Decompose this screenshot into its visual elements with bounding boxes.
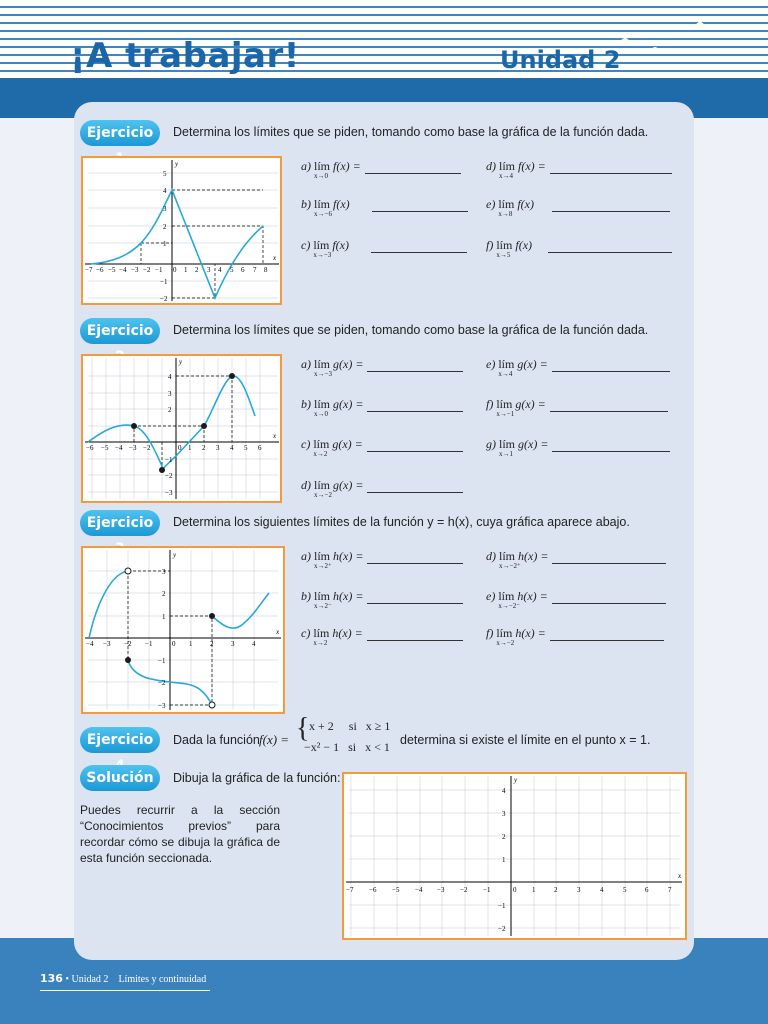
graph-2-svg [83, 356, 280, 501]
ex2-question-f: f) lím x→−1 g(x) = [486, 397, 668, 412]
svg-text:x: x [273, 432, 277, 440]
svg-text:−1: −1 [483, 886, 491, 894]
exercise-1-graph [81, 156, 282, 305]
svg-text:1: 1 [502, 856, 506, 864]
svg-text:0: 0 [178, 444, 182, 452]
ex2-question-c: c) lím x→2 g(x) = [301, 437, 463, 452]
ex2-question-d: d) lím x→−2 g(x) = [301, 478, 463, 493]
ex2-question-g: g) lím x→1 g(x) = [486, 437, 670, 452]
svg-text:3: 3 [231, 640, 235, 648]
svg-text:3: 3 [163, 205, 167, 213]
svg-text:7: 7 [253, 266, 257, 274]
svg-text:−3: −3 [158, 702, 166, 710]
ex3-question-c: c) lím x→2 h(x) = [301, 626, 463, 641]
svg-text:x: x [276, 628, 280, 636]
svg-text:3: 3 [168, 390, 172, 398]
svg-text:−3: −3 [131, 266, 139, 274]
exercise-3-graph [81, 546, 285, 714]
svg-text:3: 3 [216, 444, 220, 452]
page-title: ¡A trabajar! [70, 36, 300, 76]
ex2-question-a: a) lím x→−3 g(x) = [301, 357, 463, 372]
answer-blank[interactable] [367, 628, 463, 641]
svg-text:1: 1 [532, 886, 536, 894]
svg-text:−2: −2 [460, 886, 468, 894]
svg-text:−2: −2 [165, 472, 173, 480]
decor-dots [600, 10, 768, 70]
answer-blank[interactable] [365, 161, 461, 174]
exercise-3-instruction: Determina los siguientes límites de la función y = h(x), cuya gráfica aparece abajo. [173, 515, 630, 529]
svg-text:3: 3 [162, 568, 166, 576]
svg-text:2: 2 [195, 266, 199, 274]
svg-text:1: 1 [188, 444, 192, 452]
svg-text:6: 6 [241, 266, 245, 274]
exercise-2-badge: Ejercicio [80, 318, 160, 344]
svg-text:−6: −6 [96, 266, 104, 274]
answer-blank[interactable] [552, 359, 670, 372]
piecewise-case-1: x + 2 si x ≥ 1 [309, 719, 391, 733]
svg-text:2: 2 [163, 223, 167, 231]
svg-text:−5: −5 [108, 266, 116, 274]
answer-blank[interactable] [550, 399, 668, 412]
svg-text:−1: −1 [165, 456, 173, 464]
page-number: 136 [40, 972, 63, 985]
exercise-4-instruction-a: Dada la función [173, 733, 260, 747]
svg-text:3: 3 [207, 266, 211, 274]
svg-text:2: 2 [168, 406, 172, 414]
svg-text:y: y [514, 776, 518, 784]
graph-3-svg [83, 548, 283, 712]
svg-text:0: 0 [513, 886, 517, 894]
svg-text:0: 0 [172, 640, 176, 648]
svg-text:2: 2 [162, 590, 166, 598]
svg-text:−3: −3 [165, 489, 173, 497]
answer-blank[interactable] [367, 480, 463, 493]
svg-text:−3: −3 [103, 640, 111, 648]
svg-text:−1: −1 [158, 657, 166, 665]
svg-text:−4: −4 [86, 640, 94, 648]
svg-text:3: 3 [577, 886, 581, 894]
footer: 136 • Unidad 2 Límites y continuidad [40, 972, 207, 985]
svg-text:5: 5 [623, 886, 627, 894]
solution-note: Puedes recurrir a la sección “Conocimientos previos” para recordar cómo se dibuja la gráfica de esta función seccionada. [80, 803, 280, 865]
svg-text:−3: −3 [437, 886, 445, 894]
svg-text:1: 1 [163, 240, 167, 248]
ex1-question-e: e) lím x→8 f(x) [486, 197, 670, 212]
answer-blank[interactable] [371, 240, 467, 253]
exercise-2-instruction: Determina los límites que se piden, tomando como base la gráfica de la función dada. [173, 323, 649, 337]
svg-text:−4: −4 [119, 266, 127, 274]
exercise-4-instruction-b: determina si existe el límite en el punto x = 1. [400, 733, 651, 747]
svg-text:4: 4 [600, 886, 604, 894]
svg-text:−2: −2 [143, 444, 151, 452]
exercise-4-function-name: f(x) = [259, 732, 290, 747]
svg-text:−3: −3 [129, 444, 137, 452]
ex1-question-b: b) lím x→−6 f(x) [301, 197, 468, 212]
svg-text:4: 4 [168, 373, 172, 381]
footer-topic: Límites y continuidad [118, 974, 207, 985]
svg-text:−2: −2 [158, 679, 166, 687]
ex3-question-e: e) lím x→−2⁻ h(x) = [486, 589, 666, 604]
piecewise-case-2: −x² − 1 si x < 1 [304, 740, 390, 754]
svg-text:−2: −2 [124, 640, 132, 648]
svg-text:y: y [175, 160, 179, 168]
answer-blank[interactable] [367, 551, 463, 564]
svg-text:1: 1 [184, 266, 188, 274]
ex1-question-c: c) lím x→−3 f(x) [301, 238, 467, 253]
svg-text:4: 4 [252, 640, 256, 648]
svg-text:−4: −4 [415, 886, 423, 894]
blank-graph-svg [344, 774, 685, 938]
svg-text:8: 8 [264, 266, 268, 274]
svg-text:x: x [273, 254, 277, 262]
answer-blank[interactable] [552, 199, 670, 212]
ex3-question-f: f) lím x→−2 h(x) = [486, 626, 664, 641]
exercise-1-badge: Ejercicio [80, 120, 160, 146]
svg-text:−4: −4 [115, 444, 123, 452]
answer-blank[interactable] [552, 591, 666, 604]
ex1-question-a: a) lím x→0 f(x) = [301, 159, 461, 174]
footer-rule [40, 990, 210, 991]
svg-text:5: 5 [244, 444, 248, 452]
answer-blank[interactable] [367, 399, 463, 412]
solution-badge: Solución [80, 765, 160, 791]
graph-1-svg [83, 158, 280, 303]
answer-blank[interactable] [367, 591, 463, 604]
svg-text:−2: −2 [160, 295, 168, 303]
svg-text:4: 4 [502, 787, 506, 795]
svg-text:−1: −1 [145, 640, 153, 648]
svg-text:4: 4 [230, 444, 234, 452]
svg-text:−7: −7 [346, 886, 354, 894]
svg-text:0: 0 [173, 266, 177, 274]
answer-blank[interactable] [372, 199, 468, 212]
exercise-3-badge: Ejercicio [80, 510, 160, 536]
ex2-question-e: e) lím x→4 g(x) = [486, 357, 670, 372]
answer-blank[interactable] [550, 628, 664, 641]
svg-text:−6: −6 [86, 444, 94, 452]
svg-text:6: 6 [258, 444, 262, 452]
svg-text:2: 2 [502, 833, 506, 841]
svg-text:y: y [173, 551, 177, 559]
exercise-2-graph [81, 354, 282, 503]
svg-text:5: 5 [163, 170, 167, 178]
svg-text:−5: −5 [101, 444, 109, 452]
svg-text:−2: −2 [143, 266, 151, 274]
svg-text:2: 2 [554, 886, 558, 894]
answer-blank[interactable] [367, 439, 463, 452]
answer-blank[interactable] [367, 359, 463, 372]
ex3-question-b: b) lím x→2⁻ h(x) = [301, 589, 463, 604]
svg-text:−1: −1 [155, 266, 163, 274]
exercise-4-badge: Ejercicio [80, 727, 160, 753]
svg-text:−1: −1 [160, 278, 168, 286]
svg-text:x: x [678, 872, 682, 880]
ex1-question-d: d) lím x→4 f(x) = [486, 159, 672, 174]
answer-blank[interactable] [552, 551, 666, 564]
ex1-question-f: f) lím x→5 f(x) [486, 238, 672, 253]
svg-text:−5: −5 [392, 886, 400, 894]
svg-text:5: 5 [230, 266, 234, 274]
answer-blank[interactable] [550, 161, 672, 174]
footer-unit: Unidad 2 [71, 974, 109, 985]
ex2-question-b: b) lím x→0 g(x) = [301, 397, 463, 412]
svg-text:4: 4 [218, 266, 222, 274]
svg-text:1: 1 [189, 640, 193, 648]
unit-label: Unidad 2 [500, 46, 621, 74]
exercise-1-instruction: Determina los límites que se piden, tomando como base la gráfica de la función dada. [173, 125, 649, 139]
svg-text:−1: −1 [498, 902, 506, 910]
svg-text:−7: −7 [85, 266, 93, 274]
piecewise-brace: { [296, 713, 310, 744]
solution-instruction: Dibuja la gráfica de la función: [173, 771, 341, 785]
svg-text:1: 1 [162, 613, 166, 621]
answer-blank[interactable] [552, 439, 670, 452]
svg-text:−2: −2 [498, 925, 506, 933]
blank-graph[interactable] [342, 772, 687, 940]
svg-text:6: 6 [645, 886, 649, 894]
svg-text:2: 2 [210, 640, 214, 648]
answer-blank[interactable] [548, 240, 672, 253]
ex3-question-d: d) lím x→−2⁺ h(x) = [486, 549, 666, 564]
ex3-question-a: a) lím x→2⁺ h(x) = [301, 549, 463, 564]
svg-text:7: 7 [668, 886, 672, 894]
svg-text:3: 3 [502, 810, 506, 818]
svg-text:−6: −6 [369, 886, 377, 894]
svg-text:4: 4 [163, 187, 167, 195]
svg-text:2: 2 [202, 444, 206, 452]
svg-text:y: y [179, 358, 183, 366]
